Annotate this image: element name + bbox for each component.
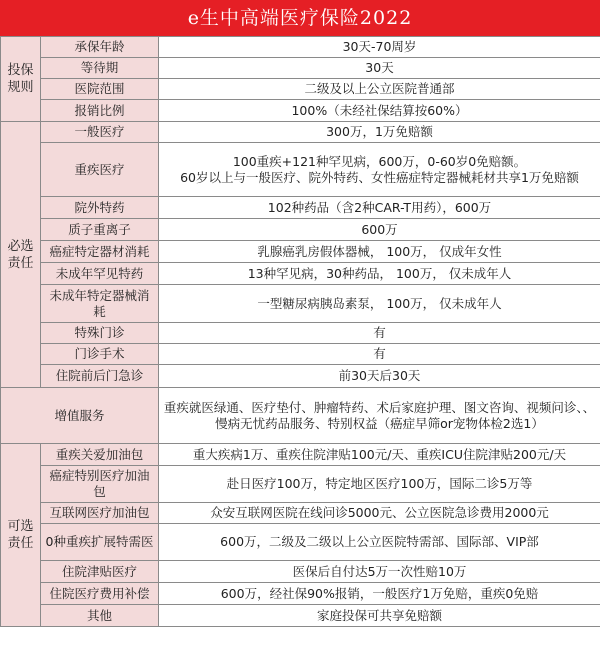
table-row (1, 583, 600, 605)
table-row (1, 605, 600, 627)
row-label: 特殊门诊 (41, 323, 159, 344)
row-value: 医保后自付达5万一次性赔10万 (159, 561, 600, 583)
row-value: 前30天后30天 (159, 365, 600, 388)
row-value: 600万 (159, 219, 600, 241)
table-row (1, 58, 600, 79)
insurance-table (0, 36, 600, 627)
table-row (1, 219, 600, 241)
row-label: 住院津贴医疗 (41, 561, 159, 583)
row-label: 未成年特定器械消耗 (41, 285, 159, 323)
row-value: 600万，二级及二级以上公立医院特需部、国际部、VIP部 (159, 524, 600, 561)
group-required: 必选责任 (1, 122, 41, 388)
row-label: 承保年龄 (41, 37, 159, 58)
table-row (1, 79, 600, 100)
table-row (1, 344, 600, 365)
row-value: 30天 (159, 58, 600, 79)
row-label: 质子重离子 (41, 219, 159, 241)
row-label: 院外特药 (41, 197, 159, 219)
row-value: 300万，1万免赔额 (159, 122, 600, 143)
group-optional: 可选责任 (1, 444, 41, 627)
row-value: 重大疾病1万、重疾住院津贴100元/天、重疾ICU住院津贴200元/天 (159, 444, 600, 466)
table-row (1, 561, 600, 583)
value-added-services-label: 增值服务 (1, 388, 159, 444)
row-label: 癌症特别医疗加油包 (41, 466, 159, 503)
table-row (1, 241, 600, 263)
row-label: 重疾医疗 (41, 143, 159, 197)
table-row (1, 444, 600, 466)
row-value: 二级及以上公立医院普通部 (159, 79, 600, 100)
row-value: 赴日医疗100万，特定地区医疗100万，国际二诊5万等 (159, 466, 600, 503)
row-value: 13种罕见病，30种药品， 100万， 仅未成年人 (159, 263, 600, 285)
row-label: 未成年罕见特药 (41, 263, 159, 285)
row-label: 其他 (41, 605, 159, 627)
row-value: 102种药品（含2种CAR-T用药），600万 (159, 197, 600, 219)
table-row (1, 122, 600, 143)
table-row (1, 388, 600, 444)
table-row (1, 263, 600, 285)
table-row (1, 323, 600, 344)
row-label: 互联网医疗加油包 (41, 503, 159, 524)
row-value: 有 (159, 344, 600, 365)
table-row (1, 197, 600, 219)
table-row (1, 37, 600, 58)
table-row (1, 466, 600, 503)
table-row (1, 285, 600, 323)
table-row (1, 100, 600, 122)
row-value: 100%（未经社保结算按60%） (159, 100, 600, 122)
row-label: 报销比例 (41, 100, 159, 122)
row-label: 癌症特定器材消耗 (41, 241, 159, 263)
table-row (1, 365, 600, 388)
row-value: 30天-70周岁 (159, 37, 600, 58)
row-label: 一般医疗 (41, 122, 159, 143)
table-row (1, 503, 600, 524)
table-title: e生中高端医疗保险2022 (0, 0, 600, 36)
table-row (1, 524, 600, 561)
row-value: 众安互联网医院在线问诊5000元、公立医院急诊费用2000元 (159, 503, 600, 524)
row-label: 门诊手术 (41, 344, 159, 365)
row-label: 重疾关爱加油包 (41, 444, 159, 466)
row-label: 住院医疗费用补偿 (41, 583, 159, 605)
row-value: 100重疾+121种罕见病，600万，0-60岁0免赔额。 60岁以上与一般医疗、院外特药、女性癌症特定器械耗材共享1万免赔额 (159, 143, 600, 197)
row-value: 一型糖尿病胰岛素泵， 100万， 仅未成年人 (159, 285, 600, 323)
row-value: 600万，经社保90%报销，一般医疗1万免赔，重疾0免赔 (159, 583, 600, 605)
row-value: 家庭投保可共享免赔额 (159, 605, 600, 627)
row-value: 乳腺癌乳房假体器械， 100万， 仅成年女性 (159, 241, 600, 263)
table-row (1, 143, 600, 197)
row-label: 医院范围 (41, 79, 159, 100)
row-label: 0种重疾扩展特需医 (41, 524, 159, 561)
row-value: 重疾就医绿通、医疗垫付、肿瘤特药、术后家庭护理、图文咨询、视频问诊、、慢病无忧药品服务、特别权益（癌症早筛or宠物体检2选1） (159, 388, 600, 444)
row-label: 住院前后门急诊 (41, 365, 159, 388)
group-rules: 投保规则 (1, 37, 41, 122)
row-value: 有 (159, 323, 600, 344)
row-label: 等待期 (41, 58, 159, 79)
